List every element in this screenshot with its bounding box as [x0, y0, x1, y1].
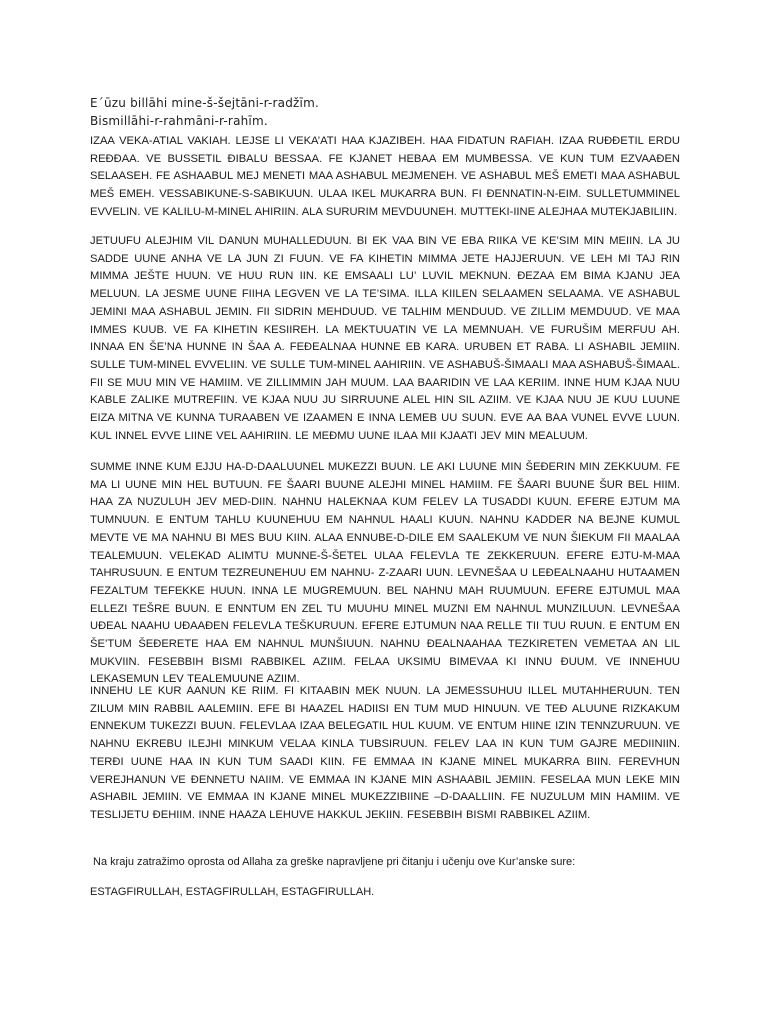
istighfar-line: ESTAGFIRULLAH, ESTAGFIRULLAH, ESTAGFIRULLAH.: [90, 886, 375, 898]
surah-paragraph-2: JETUUFU ALEJHIM VIL DANUN MUHALLEDUUN. BI EK VAA BIN VE EBA RIIKA VE KE’SIM MIN MEIIN. LA JU SADDE UUNE ANHA VE LA JUN ZI FUUN. VE FA KIHETIN MIMMA JETE HAJJERUUN. VE LEH MI TAJ RIN MIMMA JEŠTE HUUN. VE HUU RUN IIN. KE EMSAALI LU’ LUVIL MEKNUN. ĐEZAA EM BIMA KJANU JEA MELUUN. LA JESME UUNE FIIHA LEGVEN VE LA TE’SIMA. ILLA KIILEN SELAAMEN SELAAMA. VE ASHABUL JEMINI MAA ASHABUL JEMIN. FII SIDRIN MEHDUUD. VE TALHIM MENDUUD. VE ZILLIM MEMDUUD. VE MAA IMMES KUUB. VE FA KIHETIN KESIIREH. LA MEKTUUATIN VE LA MEMNUAH. VE FURUŠIM MERFUU AH. INNAA EN ŠE’NA HUNNE IN ŠAA A. FEĐEALNAA HUNNE EB KARA. URUBEN ET RABA. LI ASHABIL JEMIIN. SULLE TUM-MINEL EVVELIIN. VE SULLE TUM-MINEL AAHIRIIN. VE ASHABUŠ-ŠIMAALI MAA ASHABUŠ-ŠIMAAL. FII SE MUU MIN VE HAMIIM. VE ZILLIMMIN JAH MUUM. LAA BAARIDIN VE LAA KERIIM. INNE HUM KJAA NUU KABLE ZALIKE MUTREFIIN. VE KJAA NUU JU SIRRUUNE ALEL HIN SIL AZIIM. VE KJAA NUU JE KUU LUUNE EIZA MITNA VE KUNNA TURAABEN VE IZAAMEN E INNA LEMEB UU SUUN. EVE AA BAA VUNEL EVVE LUUN. KUL INNEL EVVE LIINE VEL AAHIRIIN. LE MEĐMU UUNE ILAA MII KJAATI JEV MIN MEALUUM.: [90, 235, 680, 442]
basmala-line: Bismillāhi-r-rahmāni-r-rahīm.: [90, 114, 268, 128]
surah-paragraph-3: SUMME INNE KUM EJJU HA-D-DAALUUNEL MUKEZZI BUUN. LE AKI LUUNE MIN ŠEĐERIN MIN ZEKKUUM. FE MA LI UUNE MIN HEL BUTUUN. FE ŠAARI BUUNE ALEJHI MINEL HAMIIM. FE ŠAARI BUUNE ŠUR BEL HIIM. HAA ZA NUZULUH JEV MED-DIIN. NAHNU HALEKNAA KUM FELEV LA TUSADDI KUUN. EFERE EJTUM MA TUMNUUN. E ENTUM TAHLU KUUNEHUU EM NAHNUL HAALI KUUN. NAHNU KADDER NA BEJNE KUMUL MEVTE VE MA NAHNU BI MES BUU KIIN. ALAA ENNUBE-D-DILE EM SAALEKUM VE NUN ŠIEKUM FII MAALAA TEALEMUUN. VELEKAD ALIMTU MUNNE-Š-ŠETEL ULAA FELEVLA TE ZEKKERUUN. EFERE EJTU-M-MAA TAHRUSUUN. E ENTUM TEZREUNEHUU EM NAHNU- Z-ZAARI UUN. LEVNEŠAA U LEĐEALNAAHU HUTAAMEN FEZALTUM TEFEKKE HUUN. INNA LE MUGREMUUN. BEL NAHNU MAH RUUMUUN. EFERE EJTUMUL MAA ELLEZI TEŠRE BUUN. E ENNTUM EN ZEL TU MUUHU MINEL MUZNI EM NAHNUL MUNZILUUN. LEVNEŠAA UĐEAL NAAHU UĐAAĐEN FELEVLA TEŠKURUUN. EFERE EJTUMUN NAA RELLE TII TUU RUUN. E ENTUM EN ŠE’TUM ŠEĐERETE HAA EM NAHNUL MUNŠIUUN. NAHNU ĐEALNAAHAA TEZKIRETEN VEMETAA AN LIL MUKVIIN. FESEBBIH BISMI RABBIKEL AZIIM. FELAA UKSIMU BIMEVAA KI INNU ĐUUM. VE INNEHUU LEKASEMUN LEV TEALEMUUNE AZIIM.: [90, 461, 680, 686]
surah-paragraph-4: INNEHU LE KUR AANUN KE RIIM. FI KITAABIN MEK NUUN. LA JEMESSUHUU ILLEL MUTAHHERUUN. TEN ZILUM MIN RABBIL AALEMIIN. EFE BI HAAZEL HADIISI EN TUM MUD HINUUN. VE TEĐ ALUUNE RIZKAKUM ENNEKUM TUKEZZI BUUN. FELEVLAA IZAA BELEGATIL HUL KUUM. VE ENTUM HIINE IZIN TENNZURUUN. VE NAHNU EKREBU ILEJHI MINKUM VELAA KINLA TUBSIRUUN. FELEV LAA IN KUN TUM GAJRE MEDIINIIN. TERĐI UUNE HAA IN KUN TUM SAADI KIIN. FE EMMAA IN KJANE MINEL MUKARRA BIIN. FEREVHUN VEREJHANUN VE ĐENNETU NAIIM. VE EMMAA IN KJANE MIN ASHAABIL JEMIIN. FESELAA MUN LEKE MIN ASHABIL JEMIIN. VE EMMAA IN KJANE MINEL MUKEZZIBIINE –D-DAALLIIN. FE NUZULUM MIN HAMIIM. VE TESLIJETU ĐEHIIM. INNE HAAZA LEHUVE HAKKUL JEKIIN. FESEBBIH BISMI RABBIKEL AZIIM.: [90, 685, 680, 821]
opening-formula: [90, 94, 319, 130]
closing-prayer: Na kraju zatražimo oprosta od Allaha za greške napravljene pri čitanju i učenju ove Kur’anske sure:: [93, 856, 576, 868]
isti-adha-line: E´ūzu billāhi mine-š-šejtāni-r-radžīm.: [90, 96, 319, 110]
surah-paragraph-1: IZAA VEKA-ATIAL VAKIAH. LEJSE LI VEKA’ATI HAA KJAZIBEH. HAA FIDATUN RAFIAH. IZAA RUĐĐETIL ERDU REĐĐAA. VE BUSSETIL ĐIBALU BESSAA. FE KJANET HEBAA EM MUMBESSA. VE KUN TUM EZVAAĐEN SELAASEH. FE ASHAABUL MEJ MENETI MAA ASHABUL MEJMENEH. VE ASHABUL MEŠ EMETI MAA ASHABUL MEŠ EMEH. VESSABIKUNE-S-SABIKUUN. ULAA IKEL MUKARRA BUN. FI ĐENNATIN-N-EIM. SULLETUMMINEL EVVELIN. VE KALILU-M-MINEL AHIRIIN. ALA SURURIM MEVDUUNEH. MUTTEKI-IINE ALEJHAA MUTEKJABILIIN.: [90, 135, 680, 218]
